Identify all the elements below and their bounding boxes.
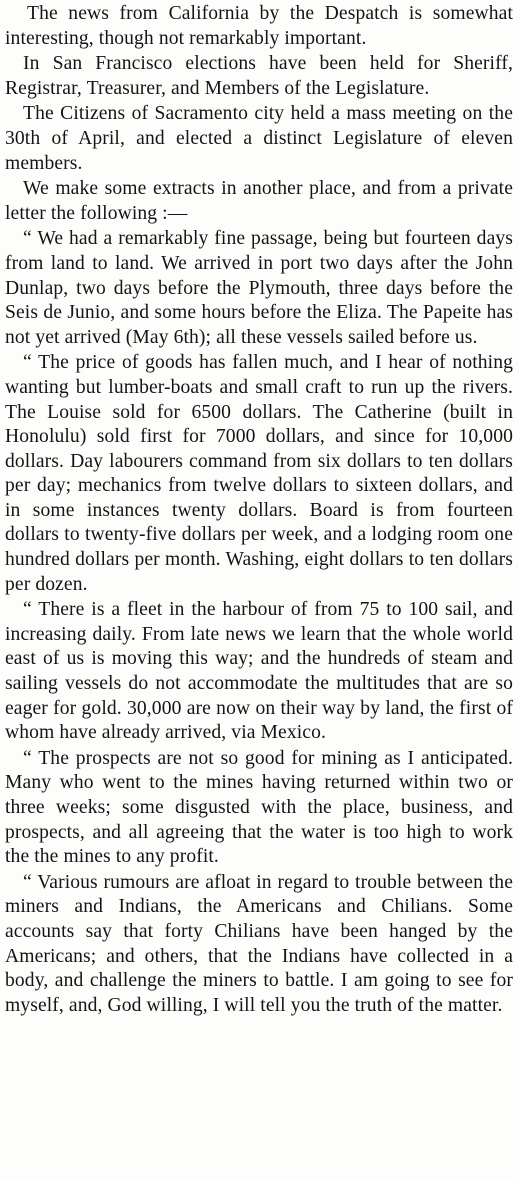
paragraph-letter-rumours: “ Various rumours are afloat in regard to trouble between the miners and Indians, the Americans and Chilians. Some accounts say that forty Chilians have been hanged by the Americans; and others, that the Indians have collected in a body, and challenge the miners to battle. I am going to see for myself, and, God willing, I will tell you the truth of the matter. bbox=[5, 871, 513, 1016]
paragraph-sacramento: The Citizens of Sacramento city held a mass meeting on the 30th of April, and elected a distinct Legislature of eleven members. bbox=[5, 103, 513, 174]
paragraph-letter-prices: “ The price of goods has fallen much, and I hear of nothing wanting but lumber-boats and small craft to run up the rivers. The Louise sold for 6500 dollars. The Catherine (built in Honolulu) sold first for 7000 dollars, and since for 10,000 dollars. Day labourers command from six dollars to ten dollars per day; mechanics from twelve dollars to sixteen dollars, and in some instances twenty dollars. Board is from fourteen dollars to twenty-five dollars per week, and a lodging room one hundred dollars per month. Washing, eight dollars to ten dollars per dozen. bbox=[5, 352, 513, 595]
paragraph-letter-mining: “ The prospects are not so good for mining as I anticipated. Many who went to the mines having returned within two or three weeks; some disgusted with the place, business, and prospects, and all agreeing that the water is too high to work the the mines to any profit. bbox=[5, 747, 513, 868]
paragraph-letter-fleet: “ There is a fleet in the harbour of from 75 to 100 sail, and increasing daily. From late news we learn that the whole world east of us is moving this way; and the hundreds of steam and sailing vessels do not accommodate the multitudes that are so eager for gold. 30,000 are now on their way by land, the first of whom have already arrived, via Mexico. bbox=[5, 599, 513, 744]
paragraph-extracts: We make some extracts in another place, and from a private letter the following :— bbox=[5, 178, 513, 224]
paragraph-elections: In San Francisco elections have been held for Sheriff, Registrar, Treasurer, and Members of the Legislature. bbox=[5, 53, 513, 99]
paragraph-letter-passage: “ We had a remarkably fine passage, being but fourteen days from land to land. We arrived in port two days after the John Dunlap, two days before the Plymouth, three days before the Seis de Junio, and some hours before the Eliza. The Papeite has not yet arrived (May 6th); all these vessels sailed before us. bbox=[5, 228, 513, 348]
paragraph-intro: The news from California by the Despatch is somewhat interesting, though not remarkably important. bbox=[5, 3, 513, 49]
